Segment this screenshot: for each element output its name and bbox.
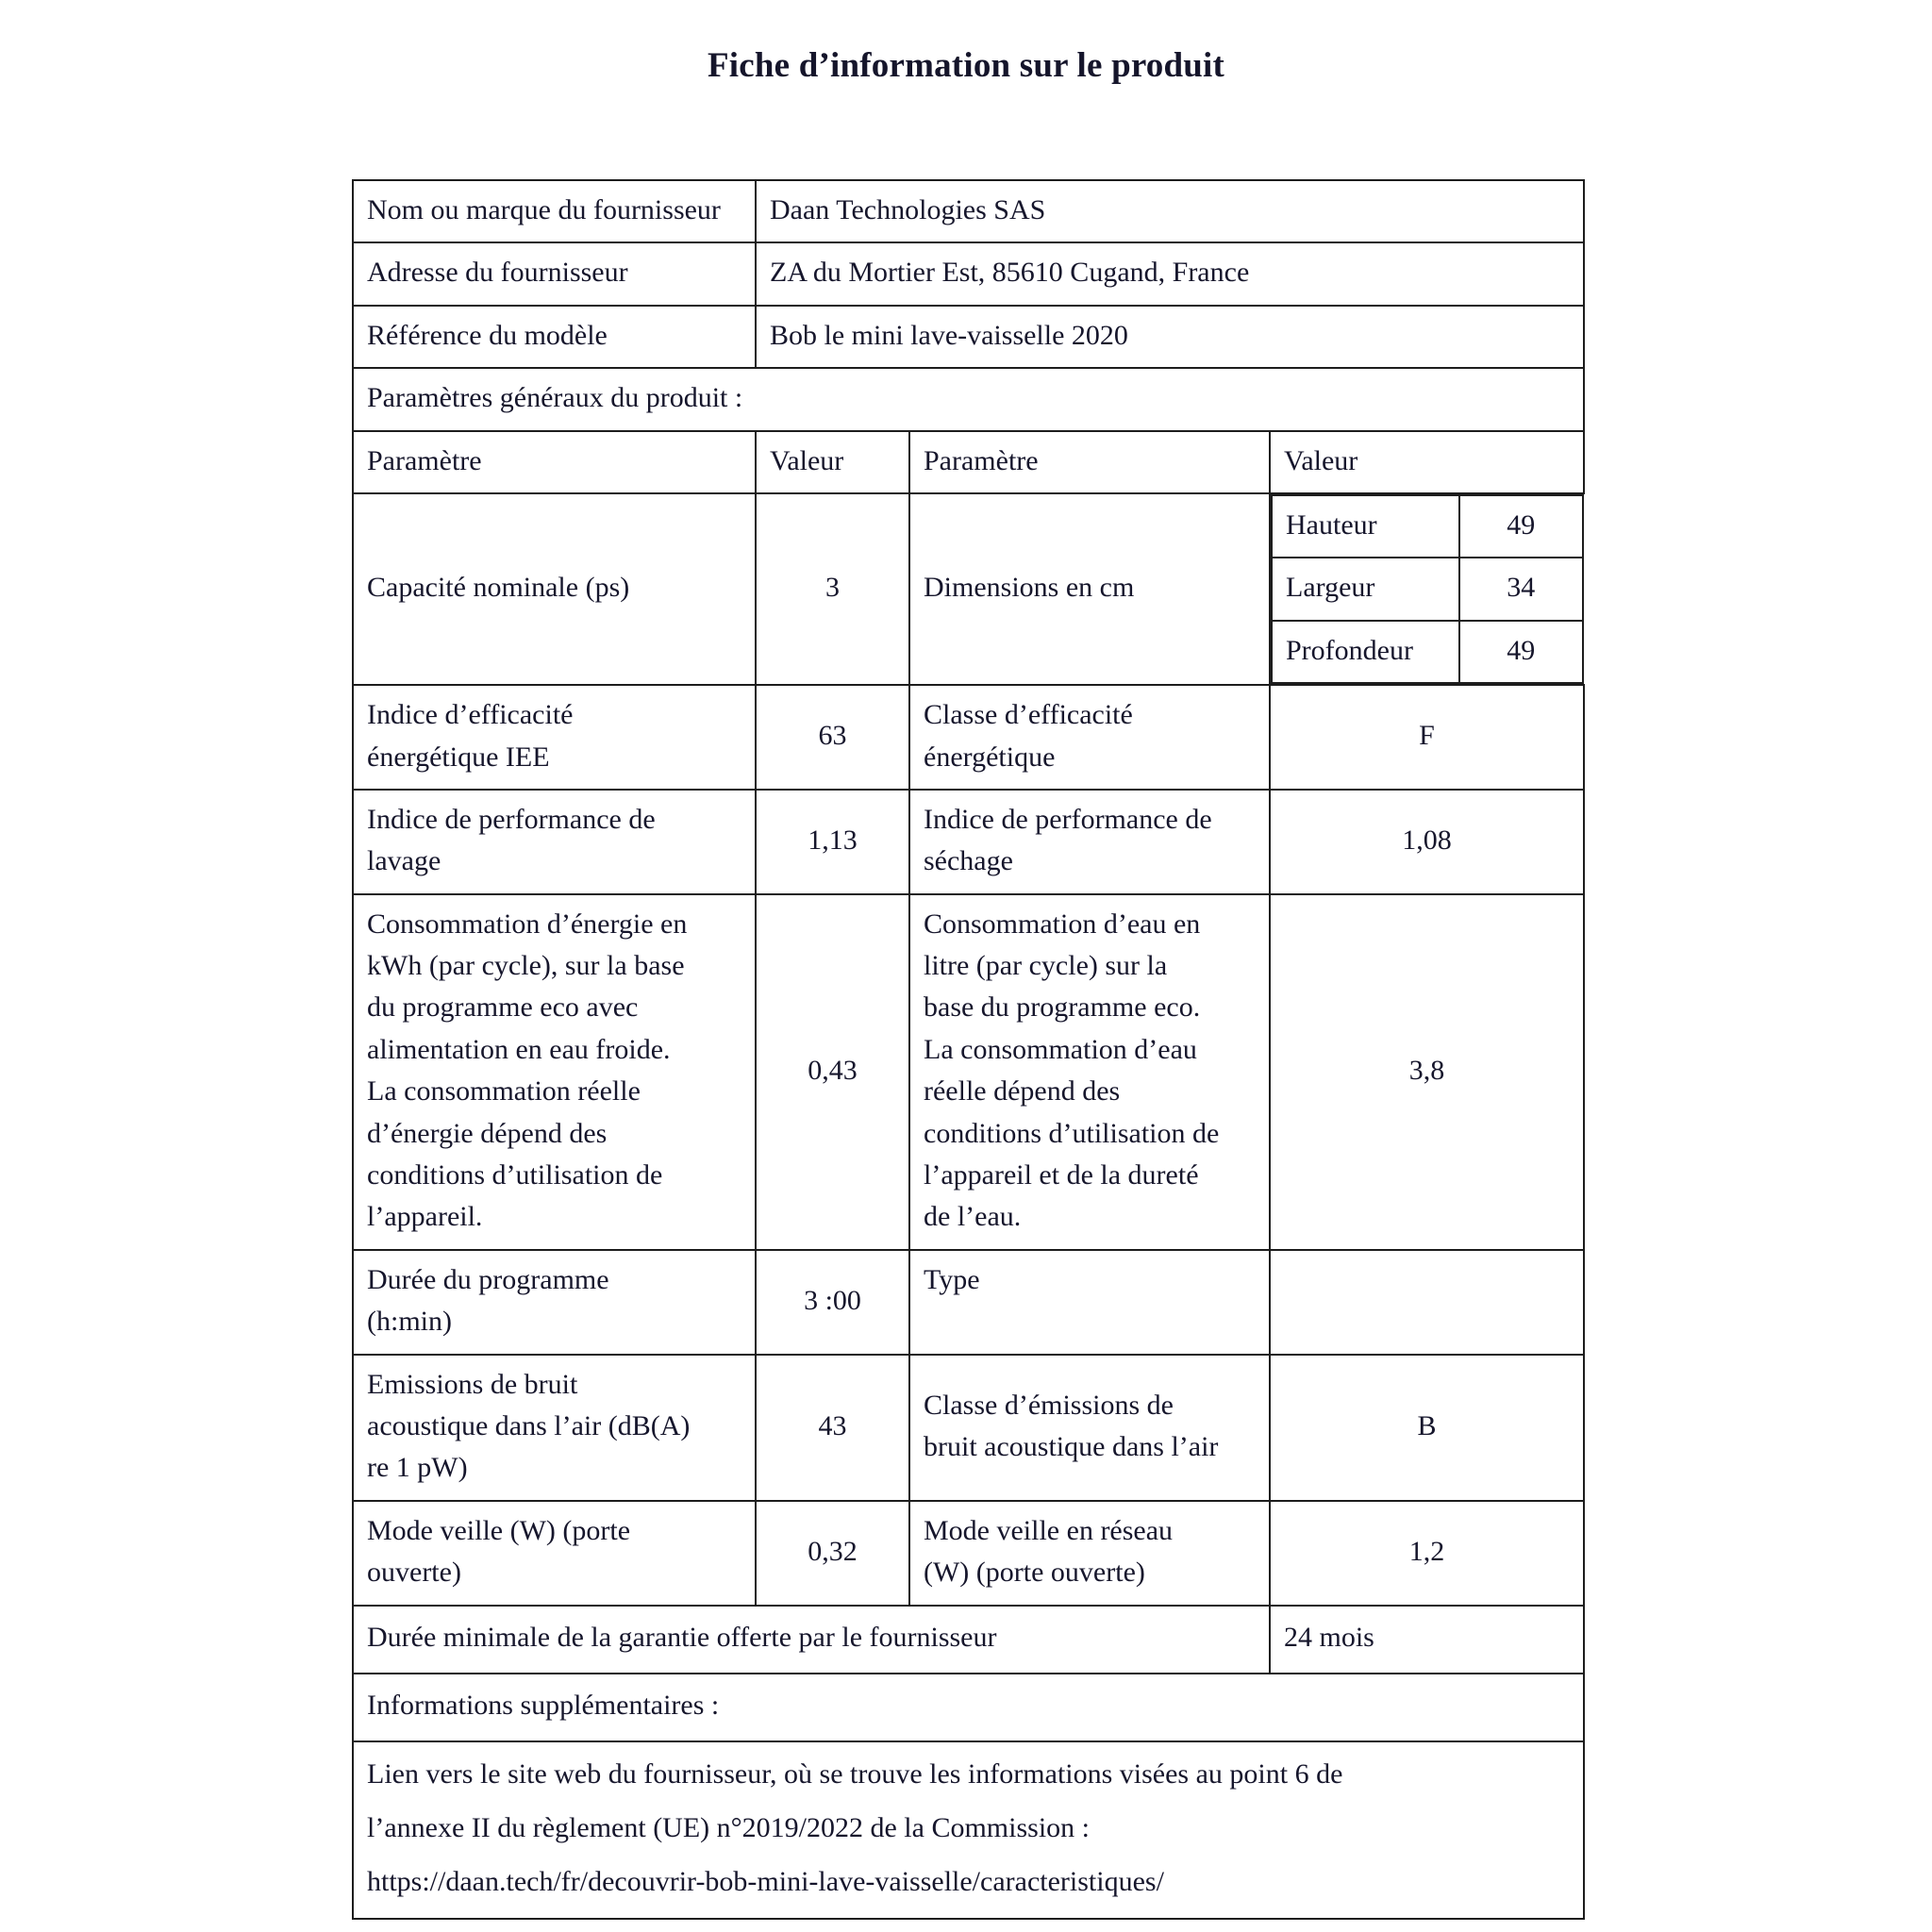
- cell-warranty-label: Durée minimale de la garantie offerte par le fournisseur: [353, 1606, 1270, 1674]
- energy-consumption-line-8: l’appareil.: [367, 1201, 483, 1233]
- cell-additional-info-heading: Informations supplémentaires :: [353, 1674, 1584, 1741]
- cell-dimension-height-value: 49: [1459, 495, 1584, 558]
- cell-dimension-width-value: 34: [1459, 558, 1584, 620]
- cell-network-standby-value: 1,2: [1270, 1501, 1584, 1606]
- cell-dimensions-label: Dimensions en cm: [909, 493, 1270, 685]
- water-consumption-line-1: Consommation d’eau en: [924, 908, 1201, 940]
- cell-duration-value: 3 :00: [756, 1250, 909, 1355]
- header-parameter-right: Paramètre: [909, 431, 1270, 493]
- cell-wash-performance-label: [353, 790, 756, 894]
- cell-energy-consumption-label: [353, 894, 756, 1250]
- water-consumption-line-4: La consommation d’eau: [924, 1033, 1197, 1065]
- table-row-dimension-width: [1272, 558, 1583, 620]
- dry-performance-label-line-1: Indice de performance de: [924, 803, 1212, 835]
- cell-noise-class-label: [909, 1355, 1270, 1501]
- cell-standby-label: [353, 1501, 756, 1606]
- table-row-warranty: [353, 1606, 1584, 1674]
- table-row-consumption: [353, 894, 1584, 1250]
- supplier-link-text-line-1: Lien vers le site web du fournisseur, où se trouve les informations visées au point 6 de: [367, 1757, 1343, 1790]
- table-row-supplier-name: [353, 180, 1584, 242]
- network-standby-label-line-1: Mode veille en réseau: [924, 1514, 1174, 1546]
- cell-standby-value: 0,32: [756, 1501, 909, 1606]
- wash-performance-label-line-2: lavage: [367, 845, 441, 877]
- cell-energy-class-label: [909, 685, 1270, 790]
- table-row-column-headers: [353, 431, 1584, 493]
- cell-model-label: Référence du modèle: [353, 306, 756, 368]
- table-row-dimension-height: [1272, 495, 1583, 558]
- header-value-right: Valeur: [1270, 431, 1584, 493]
- cell-dry-performance-value: 1,08: [1270, 790, 1584, 894]
- energy-consumption-line-1: Consommation d’énergie en: [367, 908, 688, 940]
- cell-model-value: Bob le mini lave-vaisselle 2020: [756, 306, 1584, 368]
- cell-supplier-link-block: [353, 1741, 1584, 1919]
- network-standby-label-line-2: (W) (porte ouverte): [924, 1557, 1145, 1589]
- energy-consumption-line-6: d’énergie dépend des: [367, 1117, 608, 1149]
- standby-label-line-2: ouverte): [367, 1557, 461, 1589]
- cell-supplier-address-value: ZA du Mortier Est, 85610 Cugand, France: [756, 242, 1584, 305]
- water-consumption-line-2: litre (par cycle) sur la: [924, 950, 1168, 982]
- table-row-general-params-heading: [353, 368, 1584, 430]
- cell-noise-class-value: B: [1270, 1355, 1584, 1501]
- header-parameter-left: Paramètre: [353, 431, 756, 493]
- cell-energy-consumption-value: 0,43: [756, 894, 909, 1250]
- cell-general-params-heading: Paramètres généraux du produit :: [353, 368, 1584, 430]
- water-consumption-line-3: base du programme eco.: [924, 991, 1201, 1024]
- cell-supplier-address-label: Adresse du fournisseur: [353, 242, 756, 305]
- cell-eei-label: [353, 685, 756, 790]
- standby-label-line-1: Mode veille (W) (porte: [367, 1514, 631, 1546]
- cell-dimension-width-label: Largeur: [1272, 558, 1459, 620]
- cell-noise-value: 43: [756, 1355, 909, 1501]
- cell-supplier-name-value: Daan Technologies SAS: [756, 180, 1584, 242]
- cell-duration-label: [353, 1250, 756, 1355]
- table-row-dimension-depth: [1272, 621, 1583, 683]
- table-row-energy-efficiency: [353, 685, 1584, 790]
- header-value-left: Valeur: [756, 431, 909, 493]
- cell-dimension-depth-value: 49: [1459, 621, 1584, 683]
- water-consumption-line-6: conditions d’utilisation de: [924, 1117, 1220, 1149]
- cell-wash-performance-value: 1,13: [756, 790, 909, 894]
- cell-capacity-label: Capacité nominale (ps): [353, 493, 756, 685]
- energy-consumption-line-7: conditions d’utilisation de: [367, 1159, 663, 1191]
- cell-dimension-height-label: Hauteur: [1272, 495, 1459, 558]
- cell-type-label: Type: [909, 1250, 1270, 1355]
- cell-energy-class-value: F: [1270, 685, 1584, 790]
- energy-class-label-line-1: Classe d’efficacité: [924, 699, 1133, 731]
- energy-class-label-line-2: énergétique: [924, 741, 1056, 773]
- energy-consumption-line-3: du programme eco avec: [367, 991, 639, 1024]
- energy-consumption-line-2: kWh (par cycle), sur la base: [367, 950, 685, 982]
- table-row-standby-modes: [353, 1501, 1584, 1606]
- supplier-website-url[interactable]: https://daan.tech/fr/decouvrir-bob-mini-lave-vaisselle/caracteristiques/: [367, 1866, 1164, 1898]
- water-consumption-line-5: réelle dépend des: [924, 1075, 1121, 1108]
- noise-label-line-2: acoustique dans l’air (dB(A): [367, 1409, 691, 1441]
- eei-label-line-1: Indice d’efficacité: [367, 699, 574, 731]
- supplier-link-text-line-2: l’annexe II du règlement (UE) n°2019/2022 de la Commission :: [367, 1811, 1090, 1843]
- wash-performance-label-line-1: Indice de performance de: [367, 803, 656, 835]
- table-row-supplier-link: [353, 1741, 1584, 1919]
- duration-label-line-2: (h:min): [367, 1306, 452, 1338]
- duration-label-line-1: Durée du programme: [367, 1263, 609, 1295]
- table-row-additional-info-heading: [353, 1674, 1584, 1741]
- table-row-programme-duration: [353, 1250, 1584, 1355]
- cell-dimensions-subtable-host: [1270, 493, 1584, 685]
- table-row-performance-index: [353, 790, 1584, 894]
- dimensions-subtable: [1271, 494, 1584, 684]
- product-fiche-table: [352, 179, 1585, 1920]
- cell-supplier-name-label: Nom ou marque du fournisseur: [353, 180, 756, 242]
- noise-class-label-line-2: bruit acoustique dans l’air: [924, 1431, 1219, 1463]
- noise-class-label-line-1: Classe d’émissions de: [924, 1389, 1174, 1421]
- table-row-noise-emissions: [353, 1355, 1584, 1501]
- cell-noise-label: [353, 1355, 756, 1501]
- cell-dimension-depth-label: Profondeur: [1272, 621, 1459, 683]
- dry-performance-label-line-2: séchage: [924, 845, 1013, 877]
- cell-water-consumption-label: [909, 894, 1270, 1250]
- page-title: Fiche d’information sur le produit: [707, 46, 1225, 85]
- cell-network-standby-label: [909, 1501, 1270, 1606]
- cell-dry-performance-label: [909, 790, 1270, 894]
- energy-consumption-line-5: La consommation réelle: [367, 1075, 641, 1108]
- noise-label-line-3: re 1 pW): [367, 1452, 468, 1484]
- cell-eei-value: 63: [756, 685, 909, 790]
- cell-type-value: [1270, 1250, 1584, 1355]
- water-consumption-line-8: de l’eau.: [924, 1201, 1022, 1233]
- water-consumption-line-7: l’appareil et de la dureté: [924, 1159, 1199, 1191]
- table-row-supplier-address: [353, 242, 1584, 305]
- eei-label-line-2: énergétique IEE: [367, 741, 550, 773]
- cell-warranty-value: 24 mois: [1270, 1606, 1584, 1674]
- table-row-capacity-dimensions: [353, 493, 1584, 685]
- energy-consumption-line-4: alimentation en eau froide.: [367, 1033, 671, 1065]
- cell-water-consumption-value: 3,8: [1270, 894, 1584, 1250]
- table-row-model-reference: [353, 306, 1584, 368]
- noise-label-line-1: Emissions de bruit: [367, 1368, 578, 1400]
- cell-capacity-value: 3: [756, 493, 909, 685]
